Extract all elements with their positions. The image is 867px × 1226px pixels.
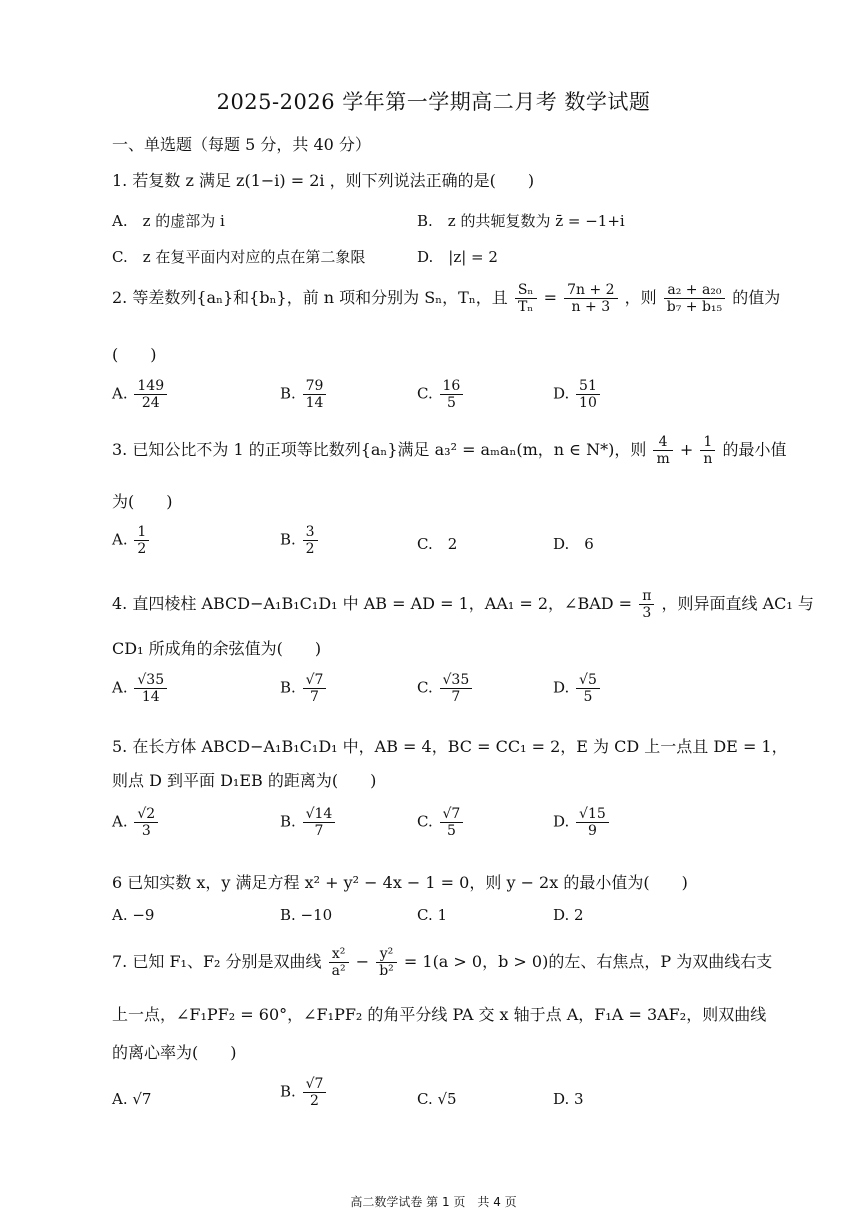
q3-fraction-1n bbox=[700, 434, 715, 467]
frac-den: 24 bbox=[141, 395, 160, 412]
frac-den: n + 3 bbox=[571, 299, 611, 316]
frac-den: 5 bbox=[446, 823, 456, 840]
frac-num: 4 bbox=[653, 434, 672, 451]
frac-den: n bbox=[703, 451, 713, 468]
q1-stem: 1. 若复数 z 满足 z(1−i) = 2i ，则下列说法正确的是( ) bbox=[112, 171, 535, 190]
q3-stem-text: 3. 已知公比不为 1 的正项等比数列{aₙ}满足 a₃² = aₘaₙ(m，n ∈ N*)，则 bbox=[112, 440, 647, 460]
frac-den: b² bbox=[379, 963, 394, 980]
q7-option-b bbox=[280, 1076, 328, 1109]
frac-num: √5 bbox=[576, 672, 600, 689]
q1-option-d: D. |z| = 2 bbox=[417, 248, 498, 266]
q6-option-c: C. 1 bbox=[417, 906, 448, 924]
q2-option-b bbox=[280, 378, 328, 411]
option-label: A. bbox=[112, 812, 128, 831]
frac-den: 14 bbox=[305, 395, 324, 412]
option-fraction bbox=[134, 672, 167, 705]
option-fraction bbox=[440, 672, 473, 705]
frac-num: √7 bbox=[303, 1076, 327, 1093]
q2-paren: ( ) bbox=[112, 345, 157, 364]
q3-tail: 的最小值 bbox=[722, 440, 787, 460]
option-label: A. bbox=[112, 678, 128, 697]
q1-option-a: A. z 的虚部为 i bbox=[112, 212, 225, 230]
option-fraction bbox=[303, 672, 327, 705]
frac-den: 9 bbox=[587, 823, 597, 840]
q7-fraction-y bbox=[376, 946, 397, 979]
frac-num: √35 bbox=[440, 672, 473, 689]
q2-mid: ，则 bbox=[624, 288, 657, 308]
frac-den: 2 bbox=[310, 1093, 319, 1110]
frac-num: √7 bbox=[303, 672, 327, 689]
q4-option-c bbox=[417, 672, 474, 705]
option-fraction bbox=[134, 378, 167, 411]
q5-option-b bbox=[280, 806, 337, 839]
q7-option-c: C. √5 bbox=[417, 1090, 457, 1108]
q7-stem-text: 7. 已知 F₁、F₂ 分别是双曲线 bbox=[112, 952, 322, 972]
q7-line2: 上一点，∠F₁PF₂ = 60°，∠F₁PF₂ 的角平分线 PA 交 x 轴于点 A，F₁A = 3AF₂，则双曲线 bbox=[112, 1005, 767, 1024]
q3-fraction-4m bbox=[653, 434, 672, 467]
frac-den: 10 bbox=[579, 395, 597, 412]
option-label: D. bbox=[553, 812, 570, 831]
option-label: D. bbox=[553, 384, 570, 403]
option-fraction bbox=[303, 378, 327, 411]
frac-num: √2 bbox=[134, 806, 158, 823]
q5-option-d bbox=[553, 806, 611, 839]
option-fraction bbox=[303, 1076, 327, 1109]
q2-option-a bbox=[112, 378, 169, 411]
q7-stem bbox=[112, 946, 772, 979]
q6-stem: 6 已知实数 x，y 满足方程 x² + y² − 4x − 1 = 0，则 y − 2x 的最小值为( ) bbox=[112, 873, 688, 892]
q7-line3: 的离心率为( ) bbox=[112, 1043, 237, 1062]
option-label: B. bbox=[280, 812, 296, 831]
option-fraction bbox=[576, 672, 600, 705]
q4-stem-text: 4. 直四棱柱 ABCD−A₁B₁C₁D₁ 中 AB = AD = 1，AA₁ = 2，∠BAD = bbox=[112, 594, 633, 614]
frac-num: a₂ + a₂₀ bbox=[664, 282, 725, 299]
frac-num: 79 bbox=[303, 378, 327, 395]
q2-stem bbox=[112, 282, 780, 315]
frac-den: a² bbox=[331, 963, 346, 980]
option-fraction bbox=[576, 806, 609, 839]
frac-num: √7 bbox=[440, 806, 464, 823]
frac-den: 3 bbox=[642, 605, 652, 622]
frac-num: 51 bbox=[576, 378, 600, 395]
q4-option-a bbox=[112, 672, 169, 705]
q6-option-a: A. −9 bbox=[112, 906, 155, 924]
frac-num: √14 bbox=[303, 806, 336, 823]
q2-option-c bbox=[417, 378, 465, 411]
frac-den: 14 bbox=[141, 689, 160, 706]
frac-num: 3 bbox=[303, 524, 318, 541]
option-fraction bbox=[440, 378, 464, 411]
q3-line2: 为( ) bbox=[112, 492, 173, 511]
frac-num: 7n + 2 bbox=[564, 282, 617, 299]
q2-stem-text: 2. 等差数列{aₙ}和{bₙ}，前 n 项和分别为 Sₙ，Tₙ，且 bbox=[112, 288, 508, 308]
q5-option-a bbox=[112, 806, 160, 839]
q4-option-b bbox=[280, 672, 328, 705]
q2-fraction-st bbox=[515, 282, 537, 315]
option-label: C. bbox=[417, 384, 433, 403]
q3-option-b bbox=[280, 524, 320, 557]
frac-num: √35 bbox=[134, 672, 167, 689]
equals: = bbox=[543, 288, 557, 308]
q4-line2: CD₁ 所成角的余弦值为( ) bbox=[112, 639, 322, 658]
option-label: A. bbox=[112, 530, 128, 549]
frac-den: 5 bbox=[446, 395, 456, 412]
q2-tail: 的值为 bbox=[732, 288, 781, 308]
frac-num: 16 bbox=[440, 378, 464, 395]
option-label: C. bbox=[417, 812, 433, 831]
q3-option-d: D. 6 bbox=[553, 535, 594, 553]
option-fraction bbox=[303, 806, 336, 839]
page-footer: 高二数学试卷 第 1 页 共 4 页 bbox=[350, 1195, 517, 1209]
q7-fraction-x bbox=[329, 946, 349, 979]
q5-line2: 则点 D 到平面 D₁EB 的距离为( ) bbox=[112, 771, 377, 790]
option-label: B. bbox=[280, 678, 296, 697]
frac-den: 7 bbox=[310, 689, 319, 706]
option-label: D. bbox=[553, 678, 570, 697]
frac-den: 7 bbox=[314, 823, 324, 840]
minus: − bbox=[355, 952, 370, 972]
option-label: B. bbox=[280, 1082, 296, 1101]
option-label: B. bbox=[280, 530, 296, 549]
option-label: C. bbox=[417, 678, 433, 697]
frac-num: 149 bbox=[134, 378, 167, 395]
frac-den: b₇ + b₁₅ bbox=[666, 299, 723, 316]
q5-line1: 5. 在长方体 ABCD−A₁B₁C₁D₁ 中，AB = 4，BC = CC₁ = 2，E 为 CD 上一点且 DE = 1， bbox=[112, 737, 788, 756]
q3-option-a bbox=[112, 524, 151, 557]
frac-num: Sₙ bbox=[515, 282, 537, 299]
frac-num: √15 bbox=[576, 806, 609, 823]
plus: + bbox=[679, 440, 694, 460]
q3-stem bbox=[112, 434, 786, 467]
frac-den: 7 bbox=[451, 689, 461, 706]
section-heading: 一、单选题（每题 5 分，共 40 分） bbox=[112, 135, 371, 154]
frac-num: π bbox=[639, 588, 654, 605]
q1-option-c: C. z 在复平面内对应的点在第二象限 bbox=[112, 248, 366, 266]
q7-tail: = 1(a > 0，b > 0)的左、右焦点，P 为双曲线右支 bbox=[403, 952, 773, 972]
q7-option-d: D. 3 bbox=[553, 1090, 584, 1108]
q2-option-d bbox=[553, 378, 602, 411]
frac-den: Tₙ bbox=[517, 299, 534, 316]
q5-option-c bbox=[417, 806, 465, 839]
frac-num: x² bbox=[329, 946, 349, 963]
option-label: A. bbox=[112, 384, 128, 403]
option-fraction bbox=[134, 806, 158, 839]
q4-stem bbox=[112, 588, 814, 621]
q2-fraction-ratio bbox=[564, 282, 617, 315]
frac-num: 1 bbox=[700, 434, 715, 451]
q6-option-d: D. 2 bbox=[553, 906, 584, 924]
page-title: 2025-2026 学年第一学期高二月考 数学试题 bbox=[216, 90, 651, 114]
option-fraction bbox=[440, 806, 464, 839]
q4-tail: ，则异面直线 AC₁ 与 bbox=[661, 594, 814, 614]
q3-option-c: C. 2 bbox=[417, 535, 458, 553]
q4-option-d bbox=[553, 672, 602, 705]
frac-num: y² bbox=[376, 946, 397, 963]
option-fraction bbox=[303, 524, 318, 557]
q2-fraction-ab bbox=[664, 282, 725, 315]
option-label: B. bbox=[280, 384, 296, 403]
q1-option-b: B. z 的共轭复数为 z̄ = −1+i bbox=[417, 212, 625, 230]
frac-den: 2 bbox=[137, 541, 147, 558]
option-fraction bbox=[576, 378, 600, 411]
option-fraction bbox=[134, 524, 149, 557]
frac-den: 2 bbox=[305, 541, 315, 558]
q4-fraction-pi3 bbox=[639, 588, 654, 621]
frac-den: m bbox=[656, 451, 670, 468]
frac-den: 3 bbox=[141, 823, 151, 840]
frac-den: 5 bbox=[583, 689, 593, 706]
q7-option-a: A. √7 bbox=[112, 1090, 152, 1108]
frac-num: 1 bbox=[134, 524, 149, 541]
q6-option-b: B. −10 bbox=[280, 906, 333, 924]
